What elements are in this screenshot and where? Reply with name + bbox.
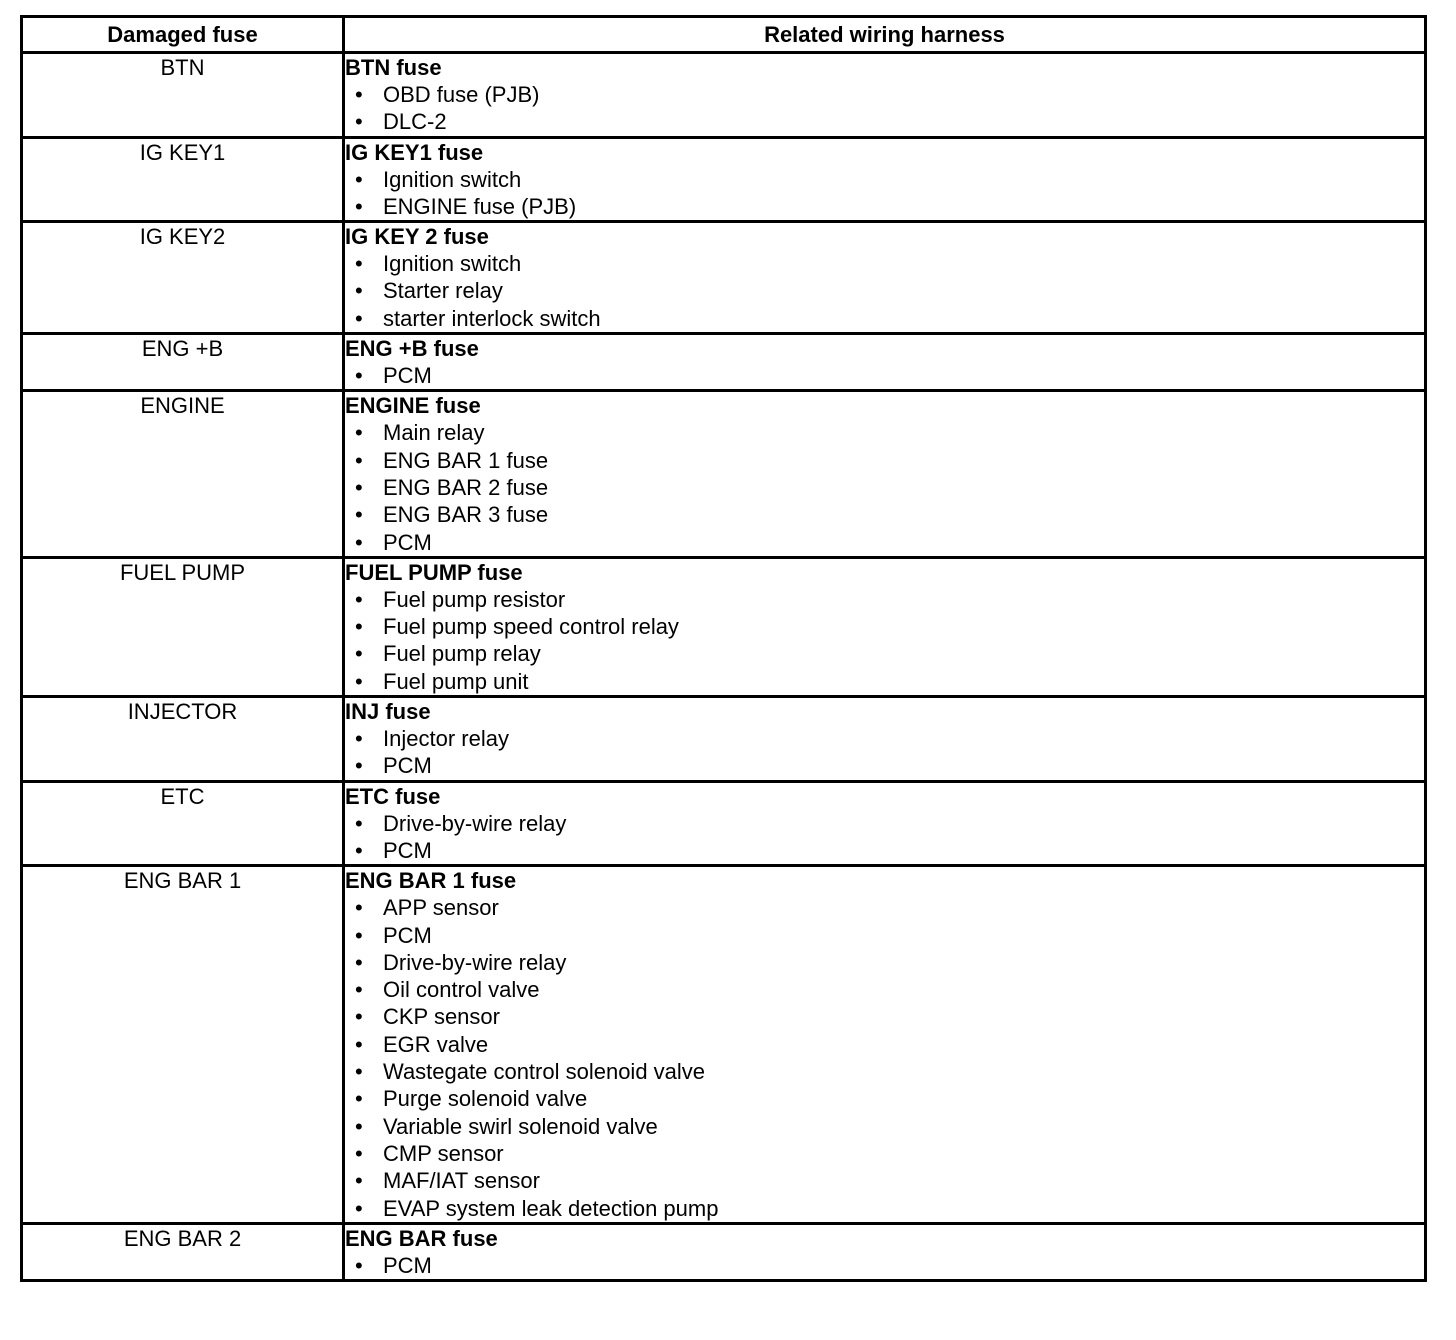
related-harness-cell bbox=[344, 222, 1426, 334]
list-item: • ENG BAR 1 fuse bbox=[345, 447, 1424, 474]
list-item: • EVAP system leak detection pump bbox=[345, 1195, 1424, 1222]
damaged-fuse-cell: IG KEY2 bbox=[22, 222, 344, 334]
fuse-harness-table bbox=[20, 15, 1427, 1282]
harness-item-list bbox=[345, 166, 1424, 221]
list-item: • Main relay bbox=[345, 419, 1424, 446]
list-item: • CMP sensor bbox=[345, 1140, 1424, 1167]
harness-fuse-title: IG KEY 2 fuse bbox=[345, 224, 489, 250]
list-item: • OBD fuse (PJB) bbox=[345, 81, 1424, 108]
list-item: • Variable swirl solenoid valve bbox=[345, 1113, 1424, 1140]
table-row bbox=[22, 391, 1426, 557]
related-harness-cell bbox=[344, 1223, 1426, 1280]
list-item: • ENGINE fuse (PJB) bbox=[345, 193, 1424, 220]
list-item: • CKP sensor bbox=[345, 1003, 1424, 1030]
harness-item-list bbox=[345, 810, 1424, 865]
harness-item-list bbox=[345, 586, 1424, 695]
related-harness-cell bbox=[344, 557, 1426, 696]
related-harness-cell bbox=[344, 391, 1426, 557]
harness-fuse-title: FUEL PUMP fuse bbox=[345, 559, 523, 585]
list-item: • PCM bbox=[345, 362, 1424, 389]
list-item: • Purge solenoid valve bbox=[345, 1085, 1424, 1112]
table-row bbox=[22, 697, 1426, 782]
table-body bbox=[22, 53, 1426, 1281]
damaged-fuse-cell: ENGINE bbox=[22, 391, 344, 557]
list-item: • PCM bbox=[345, 922, 1424, 949]
harness-item-list bbox=[345, 1252, 1424, 1279]
table-row bbox=[22, 137, 1426, 222]
list-item: • Starter relay bbox=[345, 277, 1424, 304]
harness-item-list bbox=[345, 894, 1424, 1222]
list-item: • APP sensor bbox=[345, 894, 1424, 921]
list-item: • starter interlock switch bbox=[345, 305, 1424, 332]
list-item: • MAF/IAT sensor bbox=[345, 1167, 1424, 1194]
damaged-fuse-cell: IG KEY1 bbox=[22, 137, 344, 222]
related-harness-cell bbox=[344, 697, 1426, 782]
list-item: • PCM bbox=[345, 1252, 1424, 1279]
harness-fuse-title: IG KEY1 fuse bbox=[345, 139, 484, 165]
list-item: • Ignition switch bbox=[345, 166, 1424, 193]
list-item: • Fuel pump resistor bbox=[345, 586, 1424, 613]
table-row bbox=[22, 781, 1426, 866]
list-item: • Fuel pump unit bbox=[345, 668, 1424, 695]
list-item: • Fuel pump relay bbox=[345, 640, 1424, 667]
damaged-fuse-cell: ETC bbox=[22, 781, 344, 866]
table-row bbox=[22, 557, 1426, 696]
harness-fuse-title: BTN fuse bbox=[345, 55, 442, 80]
list-item: • Wastegate control solenoid valve bbox=[345, 1058, 1424, 1085]
list-item: • Oil control valve bbox=[345, 976, 1424, 1003]
damaged-fuse-cell: ENG BAR 1 bbox=[22, 866, 344, 1224]
harness-item-list bbox=[345, 725, 1424, 780]
list-item: • PCM bbox=[345, 529, 1424, 556]
related-harness-cell bbox=[344, 137, 1426, 222]
list-item: • PCM bbox=[345, 837, 1424, 864]
harness-item-list bbox=[345, 419, 1424, 555]
table-row bbox=[22, 222, 1426, 334]
list-item: • ENG BAR 2 fuse bbox=[345, 474, 1424, 501]
harness-item-list bbox=[345, 362, 1424, 389]
damaged-fuse-cell: INJECTOR bbox=[22, 697, 344, 782]
harness-fuse-title: INJ fuse bbox=[345, 699, 431, 725]
damaged-fuse-cell: BTN bbox=[22, 53, 344, 138]
harness-fuse-title: ENG BAR fuse bbox=[345, 1225, 498, 1251]
table-row bbox=[22, 866, 1426, 1224]
damaged-fuse-cell: ENG BAR 2 bbox=[22, 1223, 344, 1280]
table-row bbox=[22, 334, 1426, 391]
header-related-wiring-harness: Related wiring harness bbox=[344, 17, 1426, 53]
damaged-fuse-cell: FUEL PUMP bbox=[22, 557, 344, 696]
list-item: • PCM bbox=[345, 752, 1424, 779]
harness-item-list bbox=[345, 81, 1424, 136]
harness-fuse-title: ENG +B fuse bbox=[345, 336, 479, 362]
header-row bbox=[22, 17, 1426, 53]
related-harness-cell bbox=[344, 334, 1426, 391]
harness-fuse-title: ENG BAR 1 fuse bbox=[345, 868, 517, 894]
list-item: • DLC-2 bbox=[345, 108, 1424, 135]
table-row bbox=[22, 1223, 1426, 1280]
list-item: • Drive-by-wire relay bbox=[345, 810, 1424, 837]
harness-item-list bbox=[345, 250, 1424, 332]
related-harness-cell bbox=[344, 53, 1426, 138]
harness-fuse-title: ETC fuse bbox=[345, 783, 441, 809]
list-item: • Ignition switch bbox=[345, 250, 1424, 277]
header-damaged-fuse: Damaged fuse bbox=[22, 17, 344, 53]
list-item: • ENG BAR 3 fuse bbox=[345, 501, 1424, 528]
list-item: • EGR valve bbox=[345, 1031, 1424, 1058]
harness-fuse-title: ENGINE fuse bbox=[345, 393, 481, 419]
table-row bbox=[22, 53, 1426, 138]
list-item: • Drive-by-wire relay bbox=[345, 949, 1424, 976]
related-harness-cell bbox=[344, 866, 1426, 1224]
list-item: • Fuel pump speed control relay bbox=[345, 613, 1424, 640]
list-item: • Injector relay bbox=[345, 725, 1424, 752]
damaged-fuse-cell: ENG +B bbox=[22, 334, 344, 391]
related-harness-cell bbox=[344, 781, 1426, 866]
